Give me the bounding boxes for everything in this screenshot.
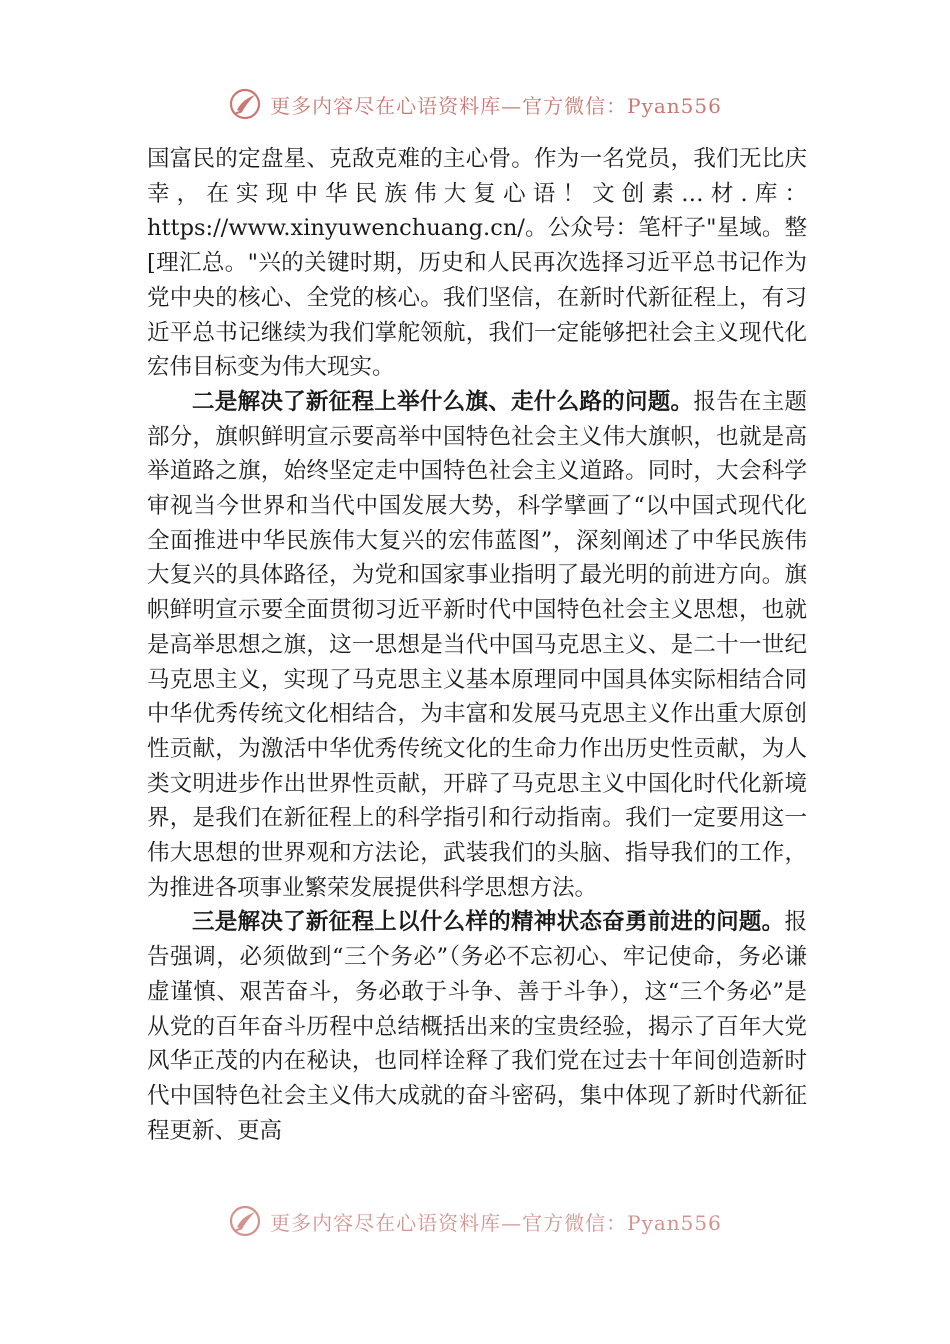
page-footer [0,1206,950,1246]
paragraph-1-text: 国富民的定盘星、克敌克难的主心骨。作为一名党员，我们无比庆幸，在实现中华民族伟大复心语！文创素…材.库：https://www.xinyuwenchuang.cn/。公众号：笔杆子"星域。整[理汇总。"兴的关键时期，历史和人民再次选择习近平总书记作为党中央的核心、全党的核心。我们坚信，在新时代新征程上，有习近平总书记继续为我们掌舵领航，我们一定能够把社会主义现代化宏伟目标变为伟大现实。 [147,146,807,381]
page-header [0,82,950,126]
header-watermark-text: 更多内容尽在心语资料库—官方微信：Pyan556 [270,93,722,118]
paragraph-2-lead: 二是解决了新征程上举什么旗、走什么路的问题。 [192,388,694,415]
footer-watermark-text: 更多内容尽在心语资料库—官方微信：Pyan556 [270,1210,722,1235]
footer-watermark [228,1206,722,1238]
paragraph-3-text: 报告强调，必须做到“三个务必”（务必不忘初心、牢记使命，务必谦虚谨慎、艰苦奋斗，务必敢于斗争、善于斗争），这“三个务必”是从党的百年奋斗历程中总结概括出来的宝贵经验，揭示了百年大党风华正茂的内在秘诀，也同样诠释了我们党在过去十年间创造新时代中国特色社会主义伟大成就的奋斗密码，集中体现了新时代新征程更新、更高 [147,909,807,1144]
brush-logo-icon [228,87,262,121]
paragraph-2 [147,385,807,906]
paragraph-3-lead: 三是解决了新征程上以什么样的精神状态奋勇前进的问题。 [192,909,785,936]
brush-logo-icon [228,1206,262,1238]
paragraph-1 [147,142,807,385]
document-body [147,142,807,1148]
paragraph-3 [147,905,807,1148]
header-watermark [228,87,722,121]
paragraph-2-text: 报告在主题部分，旗帜鲜明宣示要高举中国特色社会主义伟大旗帜，也就是高举道路之旗，始终坚定走中国特色社会主义道路。同时，大会科学审视当今世界和当代中国发展大势，科学擘画了“以中国式现代化全面推进中华民族伟大复兴的宏伟蓝图”，深刻阐述了中华民族伟大复兴的具体路径，为党和国家事业指明了最光明的前进方向。旗帜鲜明宣示要全面贯彻习近平新时代中国特色社会主义思想，也就是高举思想之旗，这一思想是当代中国马克思主义、是二十一世纪马克思主义，实现了马克思主义基本原理同中国具体实际相结合同中华优秀传统文化相结合，为丰富和发展马克思主义作出重大原创性贡献，为激活中华优秀传统文化的生命力作出历史性贡献，为人类文明进步作出世界性贡献，开辟了马克思主义中国化时代化新境界，是我们在新征程上的科学指引和行动指南。我们一定要用这一伟大思想的世界观和方法论，武装我们的头脑、指导我们的工作，为推进各项事业繁荣发展提供科学思想方法。 [147,388,807,901]
